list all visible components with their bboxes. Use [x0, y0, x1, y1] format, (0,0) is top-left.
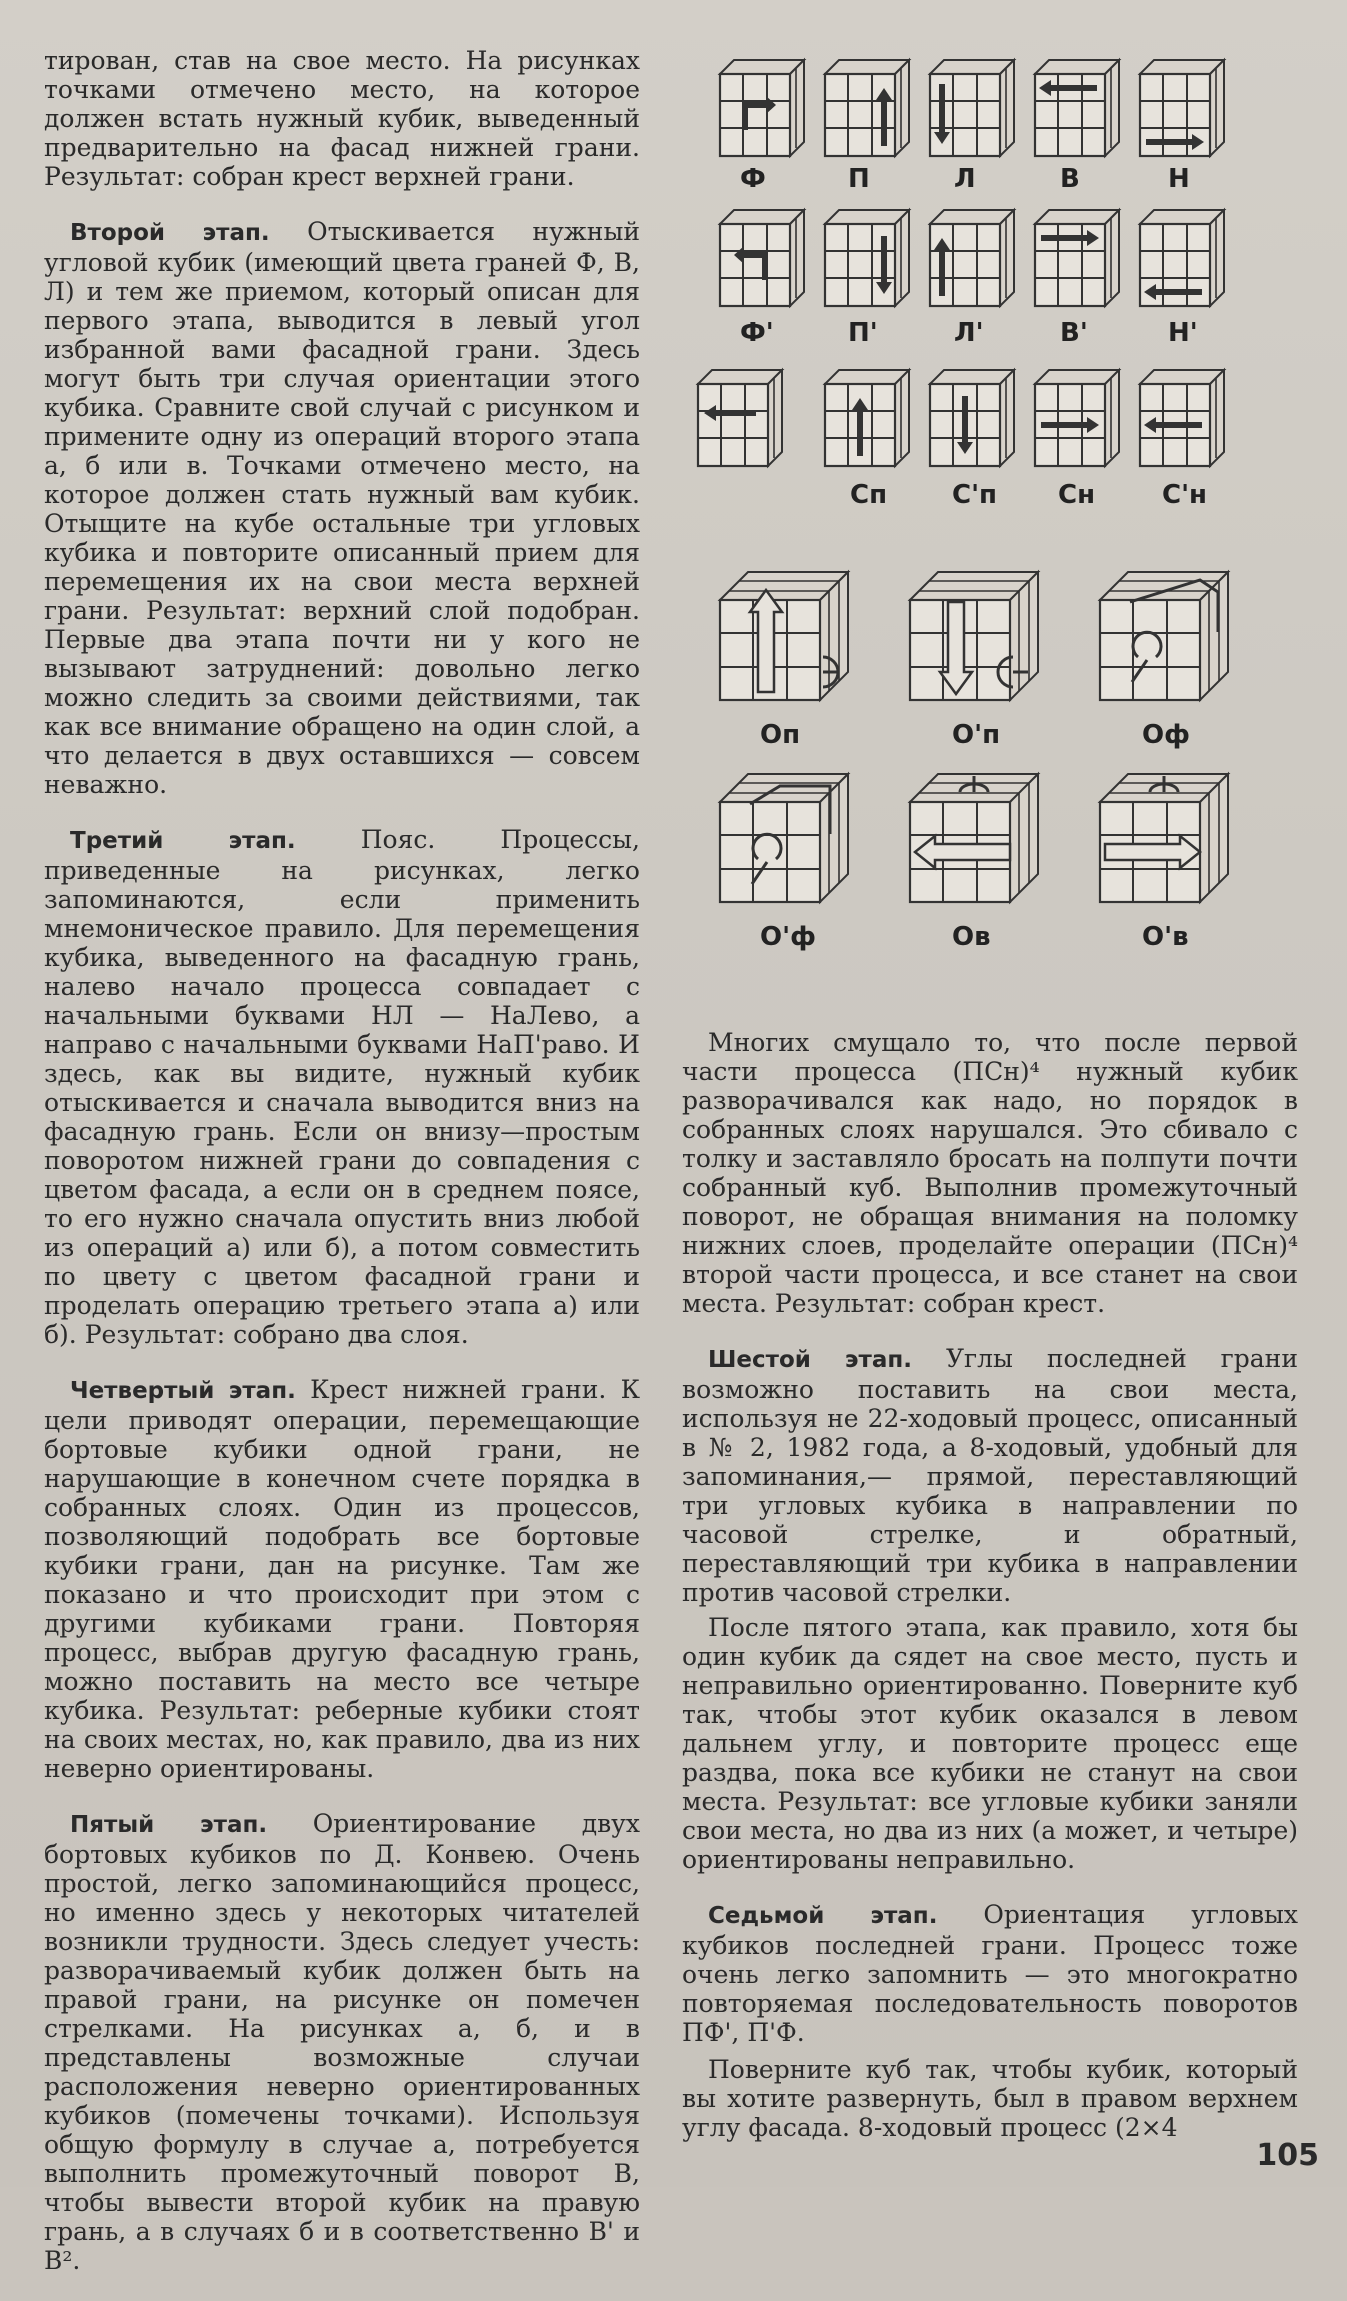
cube-V: [1035, 60, 1119, 156]
stage2-heading: Второй этап.: [70, 220, 270, 246]
stage7-text: Ориентация угловых кубиков последней грани. Процесс тоже очень легко запомнить — это многократно повторяемая последовательность поворотов ПФ', П'Ф.: [682, 1900, 1299, 2047]
cube-Op-prime: [910, 572, 1038, 700]
paragraph-stage5: [44, 1809, 640, 2275]
label-Of: Оф: [1142, 720, 1190, 750]
paragraph-stage7-cont: Поверните куб так, чтобы кубик, который вы хотите развернуть, был в правом верхнем углу фасада. 8-ходовый процесс (2×4: [682, 2055, 1298, 2142]
label-F: Ф: [740, 164, 766, 194]
cube-Sp-prime: [930, 370, 1014, 466]
label-L: Л: [954, 164, 976, 194]
paragraph-stage3: [44, 825, 640, 1349]
label-V: В: [1060, 164, 1080, 194]
stage3-heading: Третий этап.: [70, 828, 296, 854]
label-Op-prime: О'п: [952, 720, 1001, 750]
cube-Sn-prime: [1140, 370, 1224, 466]
label-N: Н: [1168, 164, 1190, 194]
paragraph-stage7: [682, 1900, 1298, 2047]
stage5-heading: Пятый этап.: [70, 1812, 268, 1838]
cube-P: [825, 60, 909, 156]
paragraph-continuation: Многих смущало то, что после первой части процесса (ПСн)⁴ нужный кубик разворачивался как надо, но порядок в собранных слоях нарушался. Это сбивало с толку и заставляло бросать на полпути почти собранный куб. Выполнив промежуточный поворот, не обращая внимания на поломку нижних слоев, проделайте операции (ПСн)⁴ второй части процесса, и все станет на свои места. Результат: собран крест.: [682, 1028, 1298, 1318]
cube-Of-prime: [720, 774, 848, 902]
stage2-text: Отыскивается нужный угловой кубик (имеющий цвета граней Ф, В, Л) и тем же приемом, который описан для первого этапа, выводится в левый угол избранной вами фасадной грани. Здесь могут быть три случая ориентации этого кубика. Сравните свой случай с рисунком и примените одну из операций второго этапа а, б или в. Точками отмечено место, на которое должен стать нужный вам кубик. Отыщите на кубе остальные три угловых кубика и повторите описанный прием для перемещения их на свои места верхней грани. Результат: верхний слой подобран. Первые два этапа почти ни у кого не вызывают затруднений: довольно легко можно следить за своими действиями, так как все внимание обращено на один слой, а что делается в двух оставшихся — совсем неважно.: [44, 217, 641, 799]
label-N-prime: Н': [1168, 318, 1198, 348]
label-Of-prime: О'ф: [760, 922, 816, 952]
stage7-heading: Седьмой этап.: [708, 1903, 938, 1929]
cube-L-prime: [930, 210, 1014, 306]
paragraph-stage1-end: тирован, став на свое место. На рисунках точками отмечено место, на которое должен встать нужный кубик, выведенный предварительно на фасад нижней грани. Результат: собран крест верхней грани.: [44, 46, 640, 191]
paragraph-stage2: [44, 217, 640, 799]
cube-N: [1140, 60, 1224, 156]
stage3-text: Пояс. Процессы, приведенные на рисунках, легко запоминаются, если применить мнемоническое правило. Для перемещения кубика, выведенного на фасадную грань, налево начало процесса совпадает с начальными буквами НЛ — НаЛево, а направо с начальными буквами НаП'раво. И здесь, как вы видите, нужный кубик отыскивается и сначала выводится вниз на фасадную грань. Если он внизу—простым поворотом нижней грани до совпадения с цветом фасада, а если он в среднем поясе, то его нужно сначала опустить вниз любой из операций а) или б), а потом совместить по цвету с цветом фасадной грани и проделать операцию третьего этапа а) или б). Результат: собрано два слоя.: [44, 825, 640, 1349]
paragraph-stage4: [44, 1375, 640, 1783]
label-P-prime: П': [848, 318, 878, 348]
label-Sn: Сн: [1058, 480, 1096, 510]
cube-Op: [720, 572, 848, 700]
label-F-prime: Ф': [740, 318, 774, 348]
paragraph-stage6-cont: После пятого этапа, как правило, хотя бы один кубик да сядет на свое место, пусть и неправильно ориентированно. Поверните куб так, чтобы этот кубик оказался в левом дальнем углу, и повторите процесс еще раздва, пока все кубики не станут на свои места. Результат: все угловые кубики заняли свои места, но два из них (а может, и четыре) ориентированы неправильно.: [682, 1613, 1298, 1874]
stage6-text: Углы последней грани возможно поставить на свои места, используя не 22-ходовый процесс, описанный в № 2, 1982 года, а 8-ходовый, удобный для запоминания,— прямой, переставляющий три угловых кубика в направлении по часовой стрелке, и обратный, переставляющий три кубика в направлении против часовой стрелки.: [682, 1344, 1299, 1607]
left-text-column: [44, 46, 640, 2301]
label-V-prime: В': [1060, 318, 1088, 348]
cube-N-prime: [1140, 210, 1224, 306]
cube-Of: [1100, 572, 1228, 700]
label-Ov: Ов: [952, 922, 991, 952]
cube-Ov: [910, 774, 1038, 902]
stage6-heading: Шестой этап.: [708, 1347, 913, 1373]
label-P: П: [848, 164, 870, 194]
cube-V-prime: [1035, 210, 1119, 306]
label-Sp: Сп: [850, 480, 888, 510]
stage4-text: Крест нижней грани. К цели приводят операции, перемещающие бортовые кубики одной грани, не нарушающие в конечном счете порядка в собранных слоях. Один из процессов, позволяющий подобрать все бортовые кубики грани, дан на рисунке. Там же показано и что происходит при этом с другими кубиками грани. Повторяя процесс, выбрав другую фасадную грань, можно поставить на место все четыре кубика. Результат: реберные кубики стоят на своих местах, но, как правило, два из них неверно ориентированы.: [44, 1375, 641, 1783]
stage5-text: Ориентирование двух бортовых кубиков по Д. Конвею. Очень простой, легко запоминающийся процесс, но именно здесь у некоторых читателей возникли трудности. Здесь следует учесть: разворачиваемый кубик должен быть на правой грани, на рисунке он помечен стрелками. На рисунках а, б, и в представлены возможные случаи расположения неверно ориентированных кубиков (помечены точками). Используя общую формулу в случае а, потребуется выполнить промежуточный поворот В, чтобы вывести второй кубик на правую грань, а в случаях б и в соответственно В' и В².: [44, 1809, 640, 2275]
cube-figures: [690, 52, 1330, 1012]
cube-F: [720, 60, 804, 156]
right-text-column: [682, 1028, 1298, 2168]
label-L-prime: Л': [954, 318, 984, 348]
cube-Sn: [1035, 370, 1119, 466]
label-Op: Оп: [760, 720, 801, 750]
cube-P-prime: [825, 210, 909, 306]
label-Sn-prime: С'н: [1162, 480, 1208, 510]
cube-Sp: [825, 370, 909, 466]
page-number: 105: [1256, 2138, 1319, 2173]
cube-F-prime: [720, 210, 804, 306]
cube-L: [930, 60, 1014, 156]
label-Sp-prime: С'п: [952, 480, 998, 510]
stage4-heading: Четвертый этап.: [70, 1378, 296, 1404]
cube-figures-svg: [690, 52, 1330, 1012]
label-Ov-prime: О'в: [1142, 922, 1189, 952]
cube-Ov-prime: [1100, 774, 1228, 902]
paragraph-stage6: [682, 1344, 1298, 1607]
cube-slice-rotated: [698, 370, 782, 466]
